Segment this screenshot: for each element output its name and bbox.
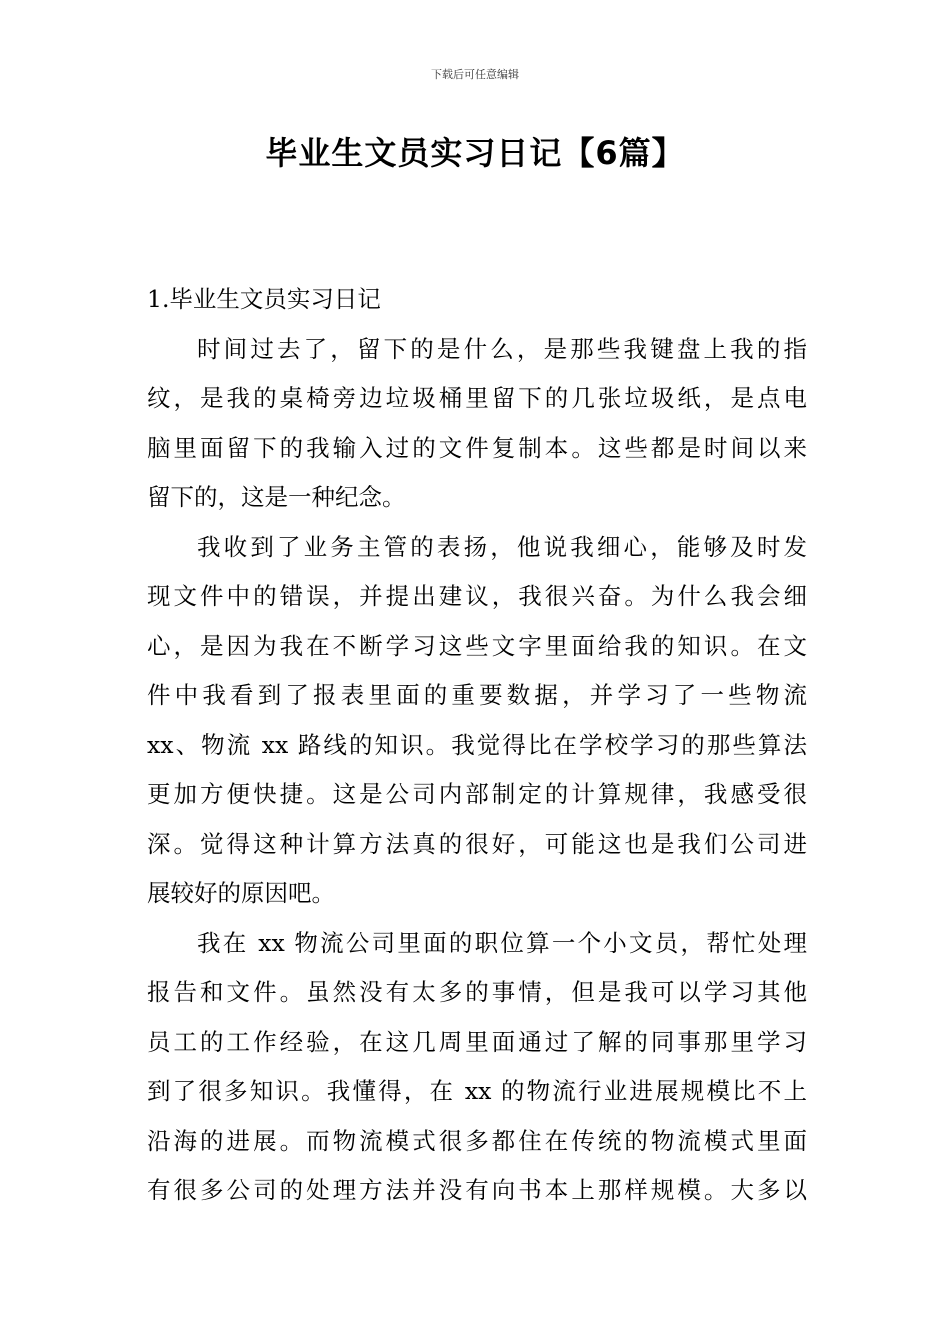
paragraph-line: 报告和文件。虽然没有太多的事情，但是我可以学习其他: [147, 978, 807, 1006]
document-body: [147, 281, 807, 1222]
paragraph-line: 员工的工作经验，在这几周里面通过了解的同事那里学习: [147, 1027, 807, 1056]
paragraph-line: 脑里面留下的我输入过的文件复制本。这些都是时间以来: [147, 433, 807, 462]
paragraph-line: xx、物流 xx 路线的知识。我觉得比在学校学习的那些算法: [147, 730, 807, 759]
paragraph-line: 沿海的进展。而物流模式很多都住在传统的物流模式里面: [147, 1126, 807, 1155]
paragraph-line: 我在 xx 物流公司里面的职位算一个小文员，帮忙处理: [197, 928, 807, 957]
paragraph-line: 心，是因为我在不断学习这些文字里面给我的知识。在文: [147, 631, 807, 660]
paragraph-line: 更加方便快捷。这是公司内部制定的计算规律，我感受很: [147, 780, 807, 808]
paragraph-line: 展较好的原因吧。: [147, 879, 335, 907]
paragraph-line: 时间过去了，留下的是什么，是那些我键盘上我的指: [197, 334, 807, 363]
header-note: 下载后可任意编辑: [431, 68, 519, 81]
paragraph-line: 深。觉得这种计算方法真的很好，可能这也是我们公司进: [147, 829, 807, 858]
document-title: 毕业生文员实习日记【6篇】: [265, 134, 685, 172]
paragraph-line: 留下的，这是一种纪念。: [147, 483, 406, 511]
paragraph: [147, 529, 807, 925]
paragraph-line: 纹，是我的桌椅旁边垃圾桶里留下的几张垃圾纸，是点电: [147, 384, 807, 412]
paragraph-line: 我收到了业务主管的表扬，他说我细心，能够及时发: [197, 532, 807, 561]
paragraph: [147, 925, 807, 1222]
section-heading: 1.毕业生文员实习日记: [147, 285, 381, 313]
paragraph-line: 到了很多知识。我懂得，在 xx 的物流行业进展规模比不上: [147, 1077, 807, 1105]
paragraph-line: 现文件中的错误，并提出建议，我很兴奋。为什么我会细: [147, 582, 807, 610]
paragraph-line: 有很多公司的处理方法并没有向书本上那样规模。大多以: [147, 1176, 807, 1204]
paragraph: [147, 331, 807, 529]
paragraph-line: 件中我看到了报表里面的重要数据，并学习了一些物流: [147, 681, 807, 709]
